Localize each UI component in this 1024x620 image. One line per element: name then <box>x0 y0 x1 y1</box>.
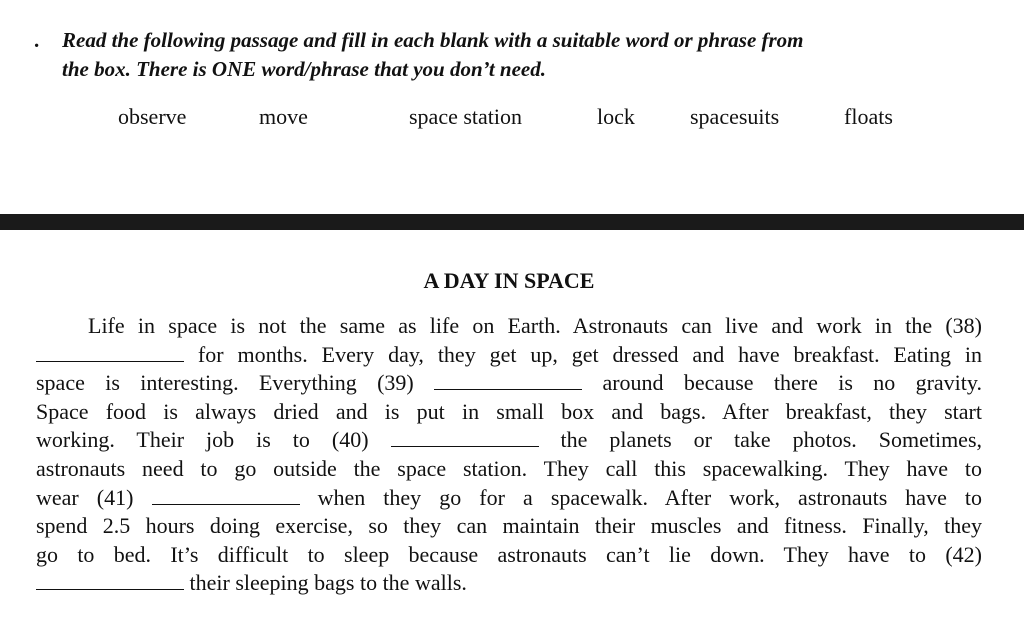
blank-40[interactable] <box>391 428 539 447</box>
instruction-bullet: . <box>34 28 40 52</box>
blank-42[interactable] <box>36 571 184 590</box>
instruction-line-2: the box. There is ONE word/phrase that you don’t need. <box>62 57 547 81</box>
word-box <box>0 104 1024 134</box>
passage-text: when they go for a spacewalk. After work, astronauts have to <box>317 484 982 510</box>
blank-38[interactable] <box>36 343 184 362</box>
passage-line: spend 2.5 hours doing exercise, so they can maintain their muscles and fitness. Finally, they <box>36 513 982 539</box>
passage-line: Life in space is not the same as life on Earth. Astronauts can live and work in the (38) <box>88 313 982 338</box>
instruction-line-1: Read the following passage and fill in each blank with a suitable word or phrase from <box>62 28 804 52</box>
passage-text: their sleeping bags to the walls. <box>189 570 467 596</box>
passage-line: go to bed. It’s difficult to sleep because astronauts can’t lie down. They have to (42) <box>36 541 982 567</box>
passage-line <box>36 484 982 513</box>
section-divider <box>0 214 1024 230</box>
word-option: lock <box>597 104 635 129</box>
passage-text: space is interesting. Everything (39) <box>36 370 414 396</box>
passage-line <box>36 369 982 398</box>
word-option: spacesuits <box>690 104 780 129</box>
passage-line <box>36 341 982 370</box>
word-option: observe <box>118 104 187 129</box>
blank-39[interactable] <box>434 371 582 390</box>
passage-line: astronauts need to go outside the space station. They call this spacewalking. They have to <box>36 455 982 481</box>
passage-text: around because there is no gravity. <box>602 370 982 396</box>
word-option: move <box>259 104 308 129</box>
word-option: space station <box>409 104 523 129</box>
passage-title: A DAY IN SPACE <box>423 268 595 293</box>
word-option: floats <box>844 104 893 129</box>
passage-line <box>36 569 982 598</box>
passage-line: Space food is always dried and is put in small box and bags. After breakfast, they start <box>36 398 982 424</box>
blank-41[interactable] <box>152 486 300 505</box>
passage-text: the planets or take photos. Sometimes, <box>560 427 982 453</box>
passage-text: working. Their job is to (40) <box>36 427 369 453</box>
passage-text: for months. Every day, they get up, get dressed and have breakfast. Eating in <box>197 341 982 367</box>
passage-body <box>36 312 982 598</box>
passage-line <box>36 426 982 455</box>
instruction-text <box>34 26 994 84</box>
passage-text: wear (41) <box>36 484 134 510</box>
